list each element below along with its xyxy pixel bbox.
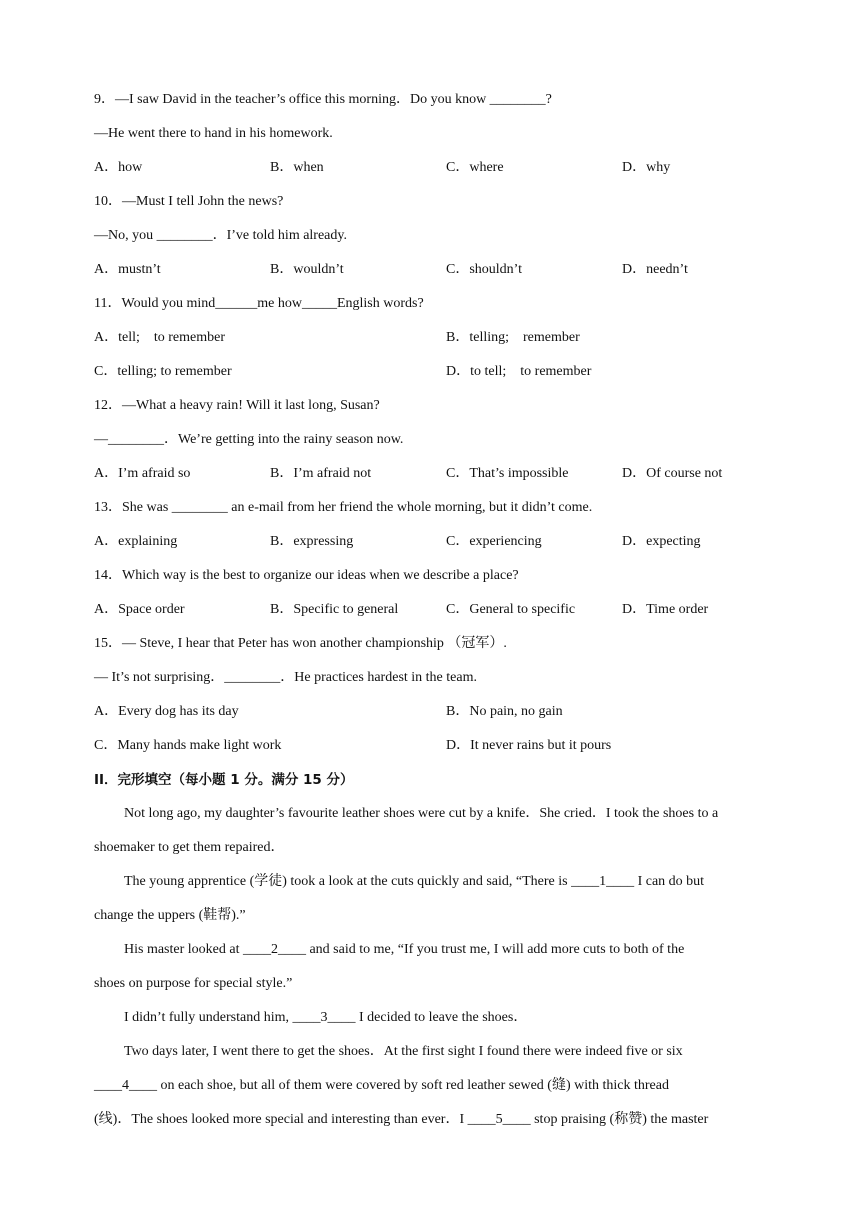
question-13-stem: 13．She was ________ an e-mail from her friend the whole morning, but it didn’t come. xyxy=(94,500,593,515)
question-10-option-d: D．needn’t xyxy=(622,262,688,277)
question-10-option-c: C．shouldn’t xyxy=(446,262,522,277)
question-15-option-b: B．No pain, no gain xyxy=(446,704,563,719)
passage-line: change the uppers (鞋帮).” xyxy=(94,908,246,923)
question-14-option-b: B．Specific to general xyxy=(270,602,399,617)
passage-line: The young apprentice (学徒) took a look at the cuts quickly and said, “There is ____1____ I can do but xyxy=(124,874,705,889)
question-13-option-c: C．experiencing xyxy=(446,534,542,549)
question-13-option-d: D．expecting xyxy=(622,534,701,549)
passage-line: Not long ago, my daughter’s favourite leather shoes were cut by a knife．She cried．I took the shoes to a xyxy=(124,806,719,821)
question-12-stem: 12．—What a heavy rain! Will it last long, Susan? xyxy=(94,398,380,413)
question-9-option-b: B．when xyxy=(270,160,324,175)
question-10-option-b: B．wouldn’t xyxy=(270,262,344,277)
question-15-stem: 15．— Steve, I hear that Peter has won another championship （冠军）. xyxy=(94,636,507,651)
section-heading: II．完形填空（每小题 1 分。满分 15 分） xyxy=(94,772,354,788)
question-9-option-c: C．where xyxy=(446,160,504,175)
question-11-option-c: C．telling; to remember xyxy=(94,364,232,379)
question-15-option-a: A．Every dog has its day xyxy=(94,704,239,719)
question-11-option-b: B．telling; remember xyxy=(446,330,580,345)
question-13-option-b: B．expressing xyxy=(270,534,354,549)
question-15-reply: — It’s not surprising．________．He practices hardest in the team. xyxy=(94,670,477,685)
question-9-stem: 9．—I saw David in the teacher’s office this morning．Do you know ________? xyxy=(94,92,552,107)
passage-line: ____4____ on each shoe, but all of them were covered by soft red leather sewed (缝) with thick thread xyxy=(94,1078,669,1093)
passage-line: Two days later, I went there to get the shoes．At the first sight I found there were indeed five or six xyxy=(124,1044,683,1059)
question-11-stem: 11．Would you mind______me how_____English words? xyxy=(94,296,424,311)
question-10-option-a: A．mustn’t xyxy=(94,262,161,277)
passage-line: I didn’t fully understand him, ____3____ I decided to leave the shoes． xyxy=(124,1010,528,1025)
question-14-stem: 14．Which way is the best to organize our ideas when we describe a place? xyxy=(94,568,519,583)
question-12-option-c: C．That’s impossible xyxy=(446,466,569,481)
question-10-reply: —No, you ________．I’ve told him already. xyxy=(94,228,347,243)
question-15-option-c: C．Many hands make light work xyxy=(94,738,282,753)
question-12-option-a: A．I’m afraid so xyxy=(94,466,191,481)
question-14-option-a: A．Space order xyxy=(94,602,185,617)
question-10-stem: 10．—Must I tell John the news? xyxy=(94,194,284,209)
question-9-option-a: A．how xyxy=(94,160,143,175)
question-14-option-c: C．General to specific xyxy=(446,602,576,617)
passage-line: shoes on purpose for special style.” xyxy=(94,976,293,991)
passage-line: shoemaker to get them repaired． xyxy=(94,840,285,855)
question-11-option-a: A．tell; to remember xyxy=(94,330,226,345)
question-12-reply: —________．We’re getting into the rainy season now. xyxy=(94,432,404,447)
question-9-reply: —He went there to hand in his homework. xyxy=(94,126,333,141)
question-9-option-d: D．why xyxy=(622,160,671,175)
question-15-option-d: D．It never rains but it pours xyxy=(446,738,612,753)
question-14-option-d: D．Time order xyxy=(622,602,709,617)
question-12-option-d: D．Of course not xyxy=(622,466,723,481)
question-11-option-d: D．to tell; to remember xyxy=(446,364,592,379)
question-13-option-a: A．explaining xyxy=(94,534,178,549)
passage-line: (线)．The shoes looked more special and interesting than ever．I ____5____ stop praising (称赞) the master xyxy=(94,1112,709,1127)
passage-line: His master looked at ____2____ and said to me, “If you trust me, I will add more cuts to both of the xyxy=(124,942,685,957)
question-12-option-b: B．I’m afraid not xyxy=(270,466,372,481)
